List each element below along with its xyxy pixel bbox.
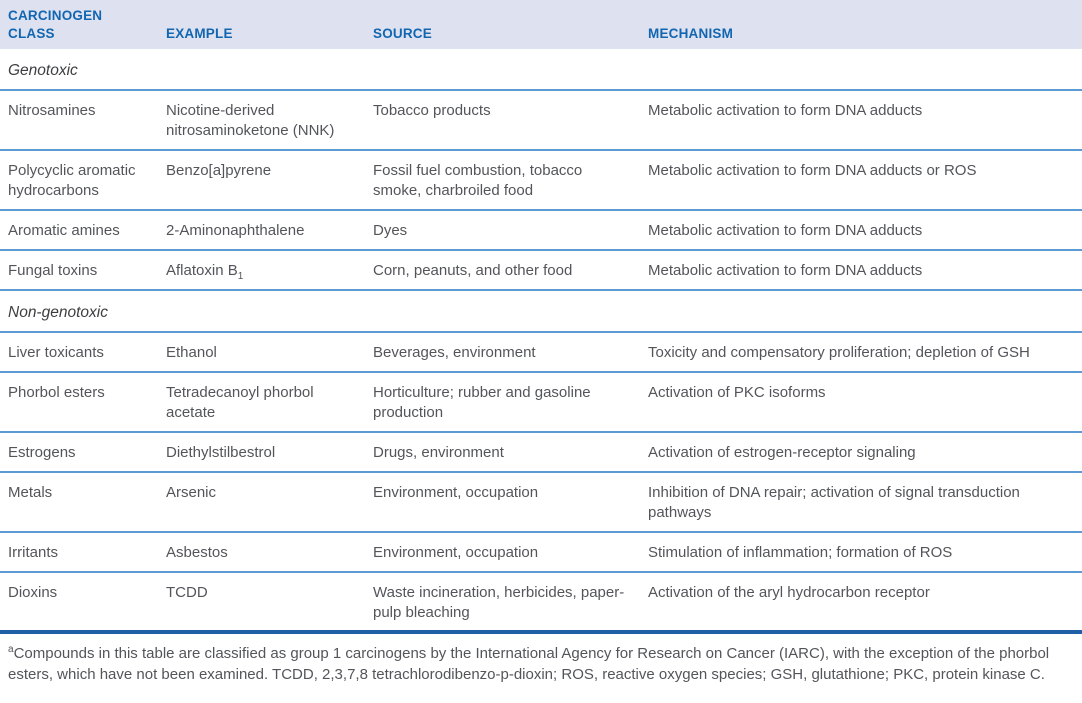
- cell-source: Drugs, environment: [373, 444, 504, 462]
- column-header-mechanism: MECHANISM: [648, 25, 734, 41]
- table-row: [0, 573, 1082, 630]
- cell-class: Irritants: [8, 544, 59, 562]
- cell-mechanism: Metabolic activation to form DNA adducts: [648, 262, 923, 280]
- table-row: [0, 251, 1082, 291]
- table-row: [0, 533, 1082, 573]
- section-header-genotoxic: [0, 49, 1082, 91]
- section-label: Non-genotoxic: [8, 304, 108, 322]
- cell-mechanism: Activation of estrogen-receptor signaling: [648, 444, 916, 462]
- cell-mechanism: Metabolic activation to form DNA adducts: [648, 222, 923, 240]
- cell-example: Nicotine-derived nitrosaminoketone (NNK): [166, 102, 335, 140]
- cell-class: Polycyclic aromatic hydrocarbons: [8, 162, 136, 200]
- table-header-row: [0, 0, 1082, 49]
- cell-example: Ethanol: [166, 344, 217, 362]
- cell-example: 2-Aminonaphthalene: [166, 222, 305, 240]
- cell-source: Environment, occupation: [373, 544, 539, 562]
- cell-class: Estrogens: [8, 444, 76, 462]
- cell-source: Beverages, environment: [373, 344, 536, 362]
- table-row: [0, 373, 1082, 433]
- cell-class: Dioxins: [8, 584, 58, 602]
- table-row: [0, 211, 1082, 251]
- cell-mechanism: Inhibition of DNA repair; activation of signal transduction pathways: [648, 484, 1020, 522]
- table-row: [0, 433, 1082, 473]
- section-label: Genotoxic: [8, 62, 78, 80]
- cell-class: Phorbol esters: [8, 384, 105, 402]
- cell-example: Asbestos: [166, 544, 228, 562]
- section-header-non-genotoxic: [0, 291, 1082, 333]
- cell-class: Liver toxicants: [8, 344, 104, 362]
- column-header-carcinogen-class: CARCINOGEN CLASS: [8, 8, 103, 41]
- example-subscript: 1: [237, 271, 244, 283]
- cell-source: Horticulture; rubber and gasoline production: [373, 384, 591, 422]
- cell-class: Metals: [8, 484, 53, 502]
- cell-source: Corn, peanuts, and other food: [373, 262, 573, 280]
- table-row: [0, 151, 1082, 211]
- cell-source: Tobacco products: [373, 102, 491, 120]
- table-row: [0, 473, 1082, 533]
- cell-source: Waste incineration, herbicides, paper-pulp bleaching: [373, 584, 625, 622]
- table-row: [0, 333, 1082, 373]
- cell-source: Dyes: [373, 222, 408, 240]
- cell-mechanism: Metabolic activation to form DNA adducts or ROS: [648, 162, 977, 180]
- table-footnote: [0, 634, 1082, 686]
- cell-class: Nitrosamines: [8, 102, 96, 120]
- footnote-text: Compounds in this table are classified as group 1 carcinogens by the International Agency for Research on Cancer (IARC), with the exception of the phorbol esters, which have not been examined. TCDD, 2,3,7,8 tetrachlorodibenzo-p-dioxin; ROS, reactive oxygen species; GSH, glutathione; PKC, protein kinase C.: [8, 645, 1050, 684]
- example-text: Aflatoxin B: [166, 262, 238, 280]
- cell-class: Fungal toxins: [8, 262, 98, 280]
- cell-mechanism: Activation of the aryl hydrocarbon receptor: [648, 584, 930, 602]
- cell-source: Environment, occupation: [373, 484, 539, 502]
- cell-example: Diethylstilbestrol: [166, 444, 276, 462]
- cell-source: Fossil fuel combustion, tobacco smoke, charbroiled food: [373, 162, 583, 200]
- cell-example: Benzo[a]pyrene: [166, 162, 272, 180]
- cell-mechanism: Stimulation of inflammation; formation of ROS: [648, 544, 953, 562]
- cell-class: Aromatic amines: [8, 222, 120, 240]
- footnote-marker: a: [8, 644, 14, 656]
- column-header-source: SOURCE: [373, 25, 432, 41]
- column-header-example: EXAMPLE: [166, 25, 233, 41]
- cell-example: [158, 251, 365, 289]
- cell-mechanism: Toxicity and compensatory proliferation; depletion of GSH: [648, 344, 1030, 362]
- cell-example: TCDD: [166, 584, 208, 602]
- cell-mechanism: Metabolic activation to form DNA adducts: [648, 102, 923, 120]
- cell-example: Arsenic: [166, 484, 217, 502]
- cell-example: Tetradecanoyl phorbol acetate: [166, 384, 314, 422]
- table-row: [0, 91, 1082, 151]
- cell-mechanism: Activation of PKC isoforms: [648, 384, 826, 402]
